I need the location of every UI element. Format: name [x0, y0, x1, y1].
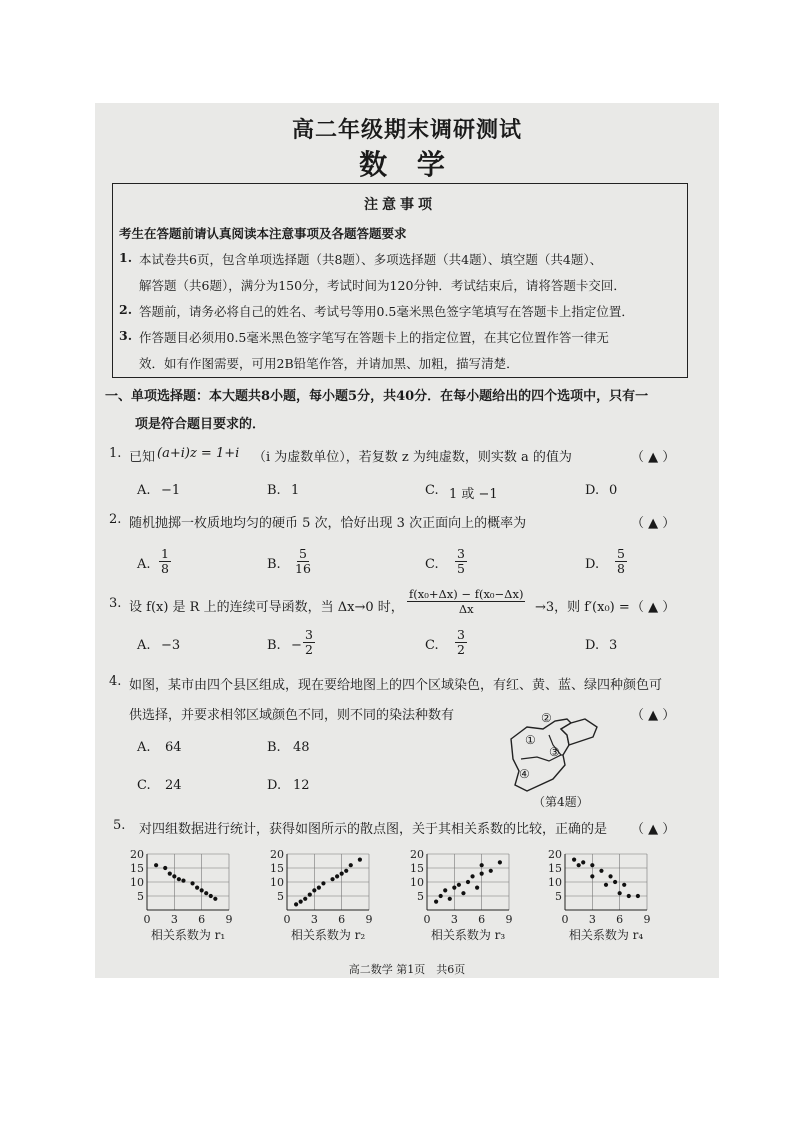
q3-option-a: −3 — [161, 638, 181, 653]
data-point — [581, 860, 585, 864]
data-point — [154, 863, 158, 867]
data-point — [489, 869, 493, 873]
y-tick-label: 20 — [548, 848, 562, 861]
q2-option-d-label: D. — [585, 557, 600, 572]
data-point — [299, 900, 303, 904]
y-tick-label: 20 — [130, 848, 144, 861]
data-point — [209, 894, 213, 898]
data-point — [604, 883, 608, 887]
x-tick-label: 6 — [338, 913, 346, 926]
map-caption: （第4题） — [533, 795, 589, 809]
data-point — [294, 902, 298, 906]
scatter-plot-1 — [125, 848, 245, 948]
data-point — [321, 881, 325, 885]
data-point — [358, 858, 362, 862]
data-point — [599, 869, 603, 873]
q4-option-b-label: B. — [267, 740, 281, 755]
q4-option-a: 64 — [165, 740, 182, 755]
notice-item-3-line1: 作答题目必须用0.5毫米黑色签字笔写在答题卡上的指定位置，在其它位置作答一律无 — [139, 330, 609, 345]
y-tick-label: 5 — [417, 890, 424, 903]
y-tick-label: 10 — [410, 876, 424, 889]
y-tick-label: 15 — [548, 862, 562, 875]
q3-option-c-fraction: $\frac{3}{2}$ — [457, 627, 465, 657]
q2-option-c-label: C. — [425, 557, 439, 572]
scatter-plot-4 — [543, 848, 663, 948]
q4-option-b: 48 — [293, 740, 310, 755]
data-point — [470, 874, 474, 878]
q3-stem-b: →3，则 f′(x₀) = — [535, 600, 630, 615]
data-point — [312, 888, 316, 892]
notice-item-2-num: 2. — [119, 302, 133, 317]
page-footer: 高二数学 第1页 共6页 — [348, 963, 466, 976]
q3-option-b-sign: − — [291, 638, 302, 653]
q4-number: 4. — [109, 674, 122, 689]
scatter-plot-2 — [265, 848, 385, 948]
notice-item-1-num: 1. — [119, 250, 133, 265]
data-point — [204, 891, 208, 895]
x-tick-label: 3 — [450, 913, 458, 926]
notice-box — [112, 183, 688, 378]
q5-number: 5. — [113, 818, 126, 833]
map-region-3: ③ — [549, 745, 560, 759]
y-tick-label: 20 — [410, 848, 424, 861]
q2-option-d-fraction: $\frac{5}{8}$ — [617, 546, 625, 576]
data-point — [317, 886, 321, 890]
q3-answer-mark: （ ▲ ） — [631, 600, 676, 615]
data-point — [190, 881, 194, 885]
scatter-caption: 相关系数为 r₄ — [568, 928, 644, 942]
q2-option-a-fraction: $\frac{1}{8}$ — [161, 546, 169, 576]
data-point — [475, 886, 479, 890]
q4-stem-line2: 供选择，并要求相邻区域颜色不同，则不同的染法种数有 — [129, 708, 455, 723]
notice-item-2-line1: 答题前，请务必将自己的姓名、考试号等用0.5毫米黑色签字笔填写在答题卡上指定位置． — [139, 304, 634, 319]
q1-option-d-label: D. — [585, 483, 600, 498]
data-point — [195, 886, 199, 890]
q1-option-c: 1 或 −1 — [449, 487, 498, 502]
q2-option-b-fraction: $\frac{5}{16}$ — [295, 546, 311, 576]
data-point — [613, 880, 617, 884]
data-point — [168, 872, 172, 876]
q2-stem: 随机抛掷一枚质地均匀的硬币 5 次，恰好出现 3 次正面向上的概率为 — [129, 516, 527, 531]
data-point — [448, 897, 452, 901]
q3-number: 3. — [109, 596, 122, 611]
q1-option-b: 1 — [291, 483, 300, 498]
q4-option-d-label: D. — [267, 778, 282, 793]
q1-number: 1. — [109, 446, 122, 461]
q4-stem-line1: 如图，某市由四个县区组成，现在要给地图上的四个区域染色，有红、黄、蓝、绿四种颜色可 — [129, 678, 663, 693]
q3-stem-a: 设 f(x) 是 R 上的连续可导函数，当 Δx→0 时， — [129, 600, 404, 615]
q1-stem-a: 已知 — [129, 450, 156, 465]
data-point — [608, 874, 612, 878]
q3-limit-fraction: $\frac{\text{f(x₀+Δx) − f(x₀−Δx)}}{\Delta x}$ — [409, 587, 524, 616]
data-point — [480, 872, 484, 876]
q2-answer-mark: （ ▲ ） — [631, 516, 676, 531]
scatter-caption: 相关系数为 r₃ — [430, 928, 506, 942]
data-point — [498, 860, 502, 864]
data-point — [636, 894, 640, 898]
y-tick-label: 15 — [270, 862, 284, 875]
q2-option-a-label: A. — [137, 557, 151, 572]
data-point — [163, 866, 167, 870]
data-point — [335, 874, 339, 878]
q3-option-b-label: B. — [267, 638, 281, 653]
data-point — [434, 900, 438, 904]
data-point — [349, 863, 353, 867]
q1-option-a: −1 — [161, 483, 181, 498]
map-region-1: ① — [525, 733, 536, 747]
data-point — [577, 863, 581, 867]
exam-subject: 数 学 — [359, 148, 455, 181]
y-tick-label: 5 — [137, 890, 144, 903]
scatter-caption: 相关系数为 r₂ — [290, 928, 366, 942]
x-tick-label: 0 — [283, 913, 291, 926]
data-point — [439, 894, 443, 898]
x-tick-label: 3 — [588, 913, 596, 926]
map-region-4: ④ — [519, 767, 530, 781]
data-point — [344, 869, 348, 873]
y-tick-label: 5 — [555, 890, 562, 903]
data-point — [480, 863, 484, 867]
data-point — [466, 880, 470, 884]
scatter-plot-3 — [405, 848, 525, 948]
q3-option-d-label: D. — [585, 638, 600, 653]
q4-region-map — [505, 711, 605, 809]
y-tick-label: 20 — [270, 848, 284, 861]
q2-option-b-label: B. — [267, 557, 281, 572]
q2-number: 2. — [109, 512, 122, 527]
map-region-2: ② — [541, 711, 552, 725]
x-tick-label: 0 — [143, 913, 151, 926]
notice-title: 注意事项 — [364, 197, 436, 213]
q4-option-c: 24 — [165, 778, 182, 793]
data-point — [172, 874, 176, 878]
y-tick-label: 15 — [130, 862, 144, 875]
section1-heading: 一、单项选择题：本大题共8小题，每小题5分，共40分．在每小题给出的四个选项中，只有一 — [105, 389, 649, 404]
data-point — [213, 897, 217, 901]
notice-item-3-num: 3. — [119, 328, 133, 343]
q4-option-a-label: A. — [137, 740, 151, 755]
q3-option-d: 3 — [609, 638, 618, 653]
data-point — [457, 883, 461, 887]
q4-option-d: 12 — [293, 778, 310, 793]
data-point — [452, 886, 456, 890]
data-point — [622, 883, 626, 887]
data-point — [627, 894, 631, 898]
data-point — [308, 893, 312, 897]
y-tick-label: 10 — [270, 876, 284, 889]
data-point — [330, 877, 334, 881]
x-tick-label: 3 — [310, 913, 318, 926]
data-point — [303, 897, 307, 901]
x-tick-label: 6 — [616, 913, 624, 926]
q3-option-c-label: C. — [425, 638, 439, 653]
q1-stem-b: （i 为虚数单位），若复数 z 为纯虚数，则实数 a 的值为 — [253, 450, 572, 465]
x-tick-label: 6 — [478, 913, 486, 926]
section1-heading-cont: 项是符合题目要求的． — [135, 417, 266, 432]
data-point — [181, 879, 185, 883]
q1-option-d: 0 — [609, 483, 618, 498]
data-point — [340, 872, 344, 876]
exam-title: 高二年级期末调研测试 — [291, 117, 522, 143]
x-tick-label: 3 — [170, 913, 178, 926]
q5-answer-mark: （ ▲ ） — [631, 822, 676, 837]
x-tick-label: 9 — [365, 913, 373, 926]
x-tick-label: 9 — [505, 913, 513, 926]
x-tick-label: 0 — [423, 913, 431, 926]
q3-option-a-label: A. — [137, 638, 151, 653]
q4-option-c-label: C. — [137, 778, 151, 793]
data-point — [443, 888, 447, 892]
notice-intro: 考生在答题前请认真阅读本注意事项及各题答题要求 — [119, 226, 407, 241]
q1-option-b-label: B. — [267, 483, 281, 498]
q3-option-b-fraction: $\frac{3}{2}$ — [305, 627, 313, 657]
q1-answer-mark: （ ▲ ） — [631, 450, 676, 465]
y-tick-label: 10 — [130, 876, 144, 889]
q1-option-c-label: C. — [425, 483, 439, 498]
data-point — [200, 888, 204, 892]
q1-option-a-label: A. — [137, 483, 151, 498]
q1-equation: (a+i)z = 1+i — [157, 446, 240, 461]
q2-option-c-fraction: $\frac{3}{5}$ — [457, 546, 465, 576]
x-tick-label: 9 — [225, 913, 233, 926]
scatter-caption: 相关系数为 r₁ — [150, 928, 226, 942]
data-point — [461, 891, 465, 895]
data-point — [572, 858, 576, 862]
q4-answer-mark: （ ▲ ） — [631, 708, 676, 723]
data-point — [618, 891, 622, 895]
data-point — [590, 874, 594, 878]
data-point — [590, 863, 594, 867]
x-tick-label: 6 — [198, 913, 206, 926]
notice-item-1-line2: 解答题（共6题），满分为150分，考试时间为120分钟．考试结束后，请将答题卡交回． — [139, 278, 626, 293]
data-point — [177, 877, 181, 881]
q5-stem: 对四组数据进行统计，获得如图所示的散点图，关于其相关系数的比较，正确的是 — [139, 822, 608, 837]
exam-page — [95, 103, 719, 978]
y-tick-label: 5 — [277, 890, 284, 903]
x-tick-label: 0 — [561, 913, 569, 926]
notice-item-3-line2: 效．如有作图需要，可用2B铅笔作答，并请加黑、加粗，描写清楚． — [139, 356, 519, 371]
x-tick-label: 9 — [643, 913, 651, 926]
y-tick-label: 15 — [410, 862, 424, 875]
notice-item-1-line1: 本试卷共6页，包含单项选择题（共8题）、多项选择题（共4题）、填空题（共4题）、 — [139, 252, 603, 267]
y-tick-label: 10 — [548, 876, 562, 889]
